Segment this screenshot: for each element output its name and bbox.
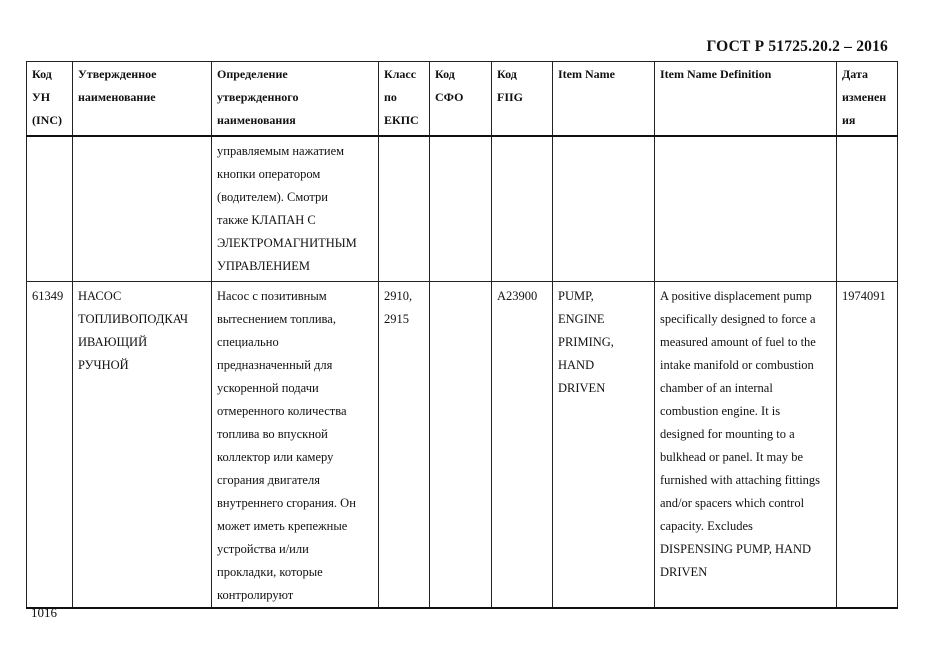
column-header-change-date: Дата изменен ия bbox=[837, 62, 898, 137]
cell-sfo-code bbox=[430, 282, 492, 609]
cell-sfo-code bbox=[430, 136, 492, 282]
cell-definition: Насос с позитивным вытеснением топлива, специально предназначенный для ускоренной подачи отмеренного количества топлива во впускной коллектор или камеру сгорания двигателя внутреннего сгорания. Он может иметь крепежные устройства и/или прокладки, которые контролируют bbox=[212, 282, 379, 609]
cell-item-name bbox=[553, 136, 655, 282]
catalog-table bbox=[26, 61, 898, 609]
cell-inc: 61349 bbox=[27, 282, 73, 609]
cell-item-name-definition: A positive displacement pump specifically designed to force a measured amount of fuel to the intake manifold or combustion chamber of an internal combustion engine. It is designed for mounting to a bulkhead or panel. It may be furnished with attaching fittings and/or spacers which control capacity. Excludes DISPENSING PUMP, HAND DRIVEN bbox=[655, 282, 837, 609]
column-header-inc: Код УН (INC) bbox=[27, 62, 73, 137]
cell-ekps-class bbox=[379, 136, 430, 282]
column-header-sfo-code: Код СФО bbox=[430, 62, 492, 137]
document-header: ГОСТ Р 51725.20.2 – 2016 bbox=[706, 38, 888, 55]
column-header-ekps-class: Класс по ЕКПС bbox=[379, 62, 430, 137]
cell-item-name: PUMP, ENGINE PRIMING, HAND DRIVEN bbox=[553, 282, 655, 609]
cell-change-date bbox=[837, 136, 898, 282]
page-number: 1016 bbox=[31, 605, 57, 620]
cell-item-name-definition bbox=[655, 136, 837, 282]
cell-approved-name bbox=[73, 136, 212, 282]
cell-inc bbox=[27, 136, 73, 282]
cell-change-date: 1974091 bbox=[837, 282, 898, 609]
column-header-item-name-definition: Item Name Definition bbox=[655, 62, 837, 137]
cell-fiig-code bbox=[492, 136, 553, 282]
cell-fiig-code: A23900 bbox=[492, 282, 553, 609]
table-row bbox=[27, 136, 898, 282]
column-header-definition: Определение утвержденного наименования bbox=[212, 62, 379, 137]
cell-definition: управляемым нажатием кнопки оператором (водителем). Смотри также КЛАПАН С ЭЛЕКТРОМАГНИТНЫМ УПРАВЛЕНИЕМ bbox=[212, 136, 379, 282]
cell-approved-name: НАСОС ТОПЛИВОПОДКАЧ ИВАЮЩИЙ РУЧНОЙ bbox=[73, 282, 212, 609]
table-header-row bbox=[27, 62, 898, 137]
cell-ekps-class: 2910, 2915 bbox=[379, 282, 430, 609]
table-row bbox=[27, 282, 898, 609]
column-header-fiig-code: Код FIIG bbox=[492, 62, 553, 137]
column-header-approved-name: Утвержденное наименование bbox=[73, 62, 212, 137]
column-header-item-name: Item Name bbox=[553, 62, 655, 137]
